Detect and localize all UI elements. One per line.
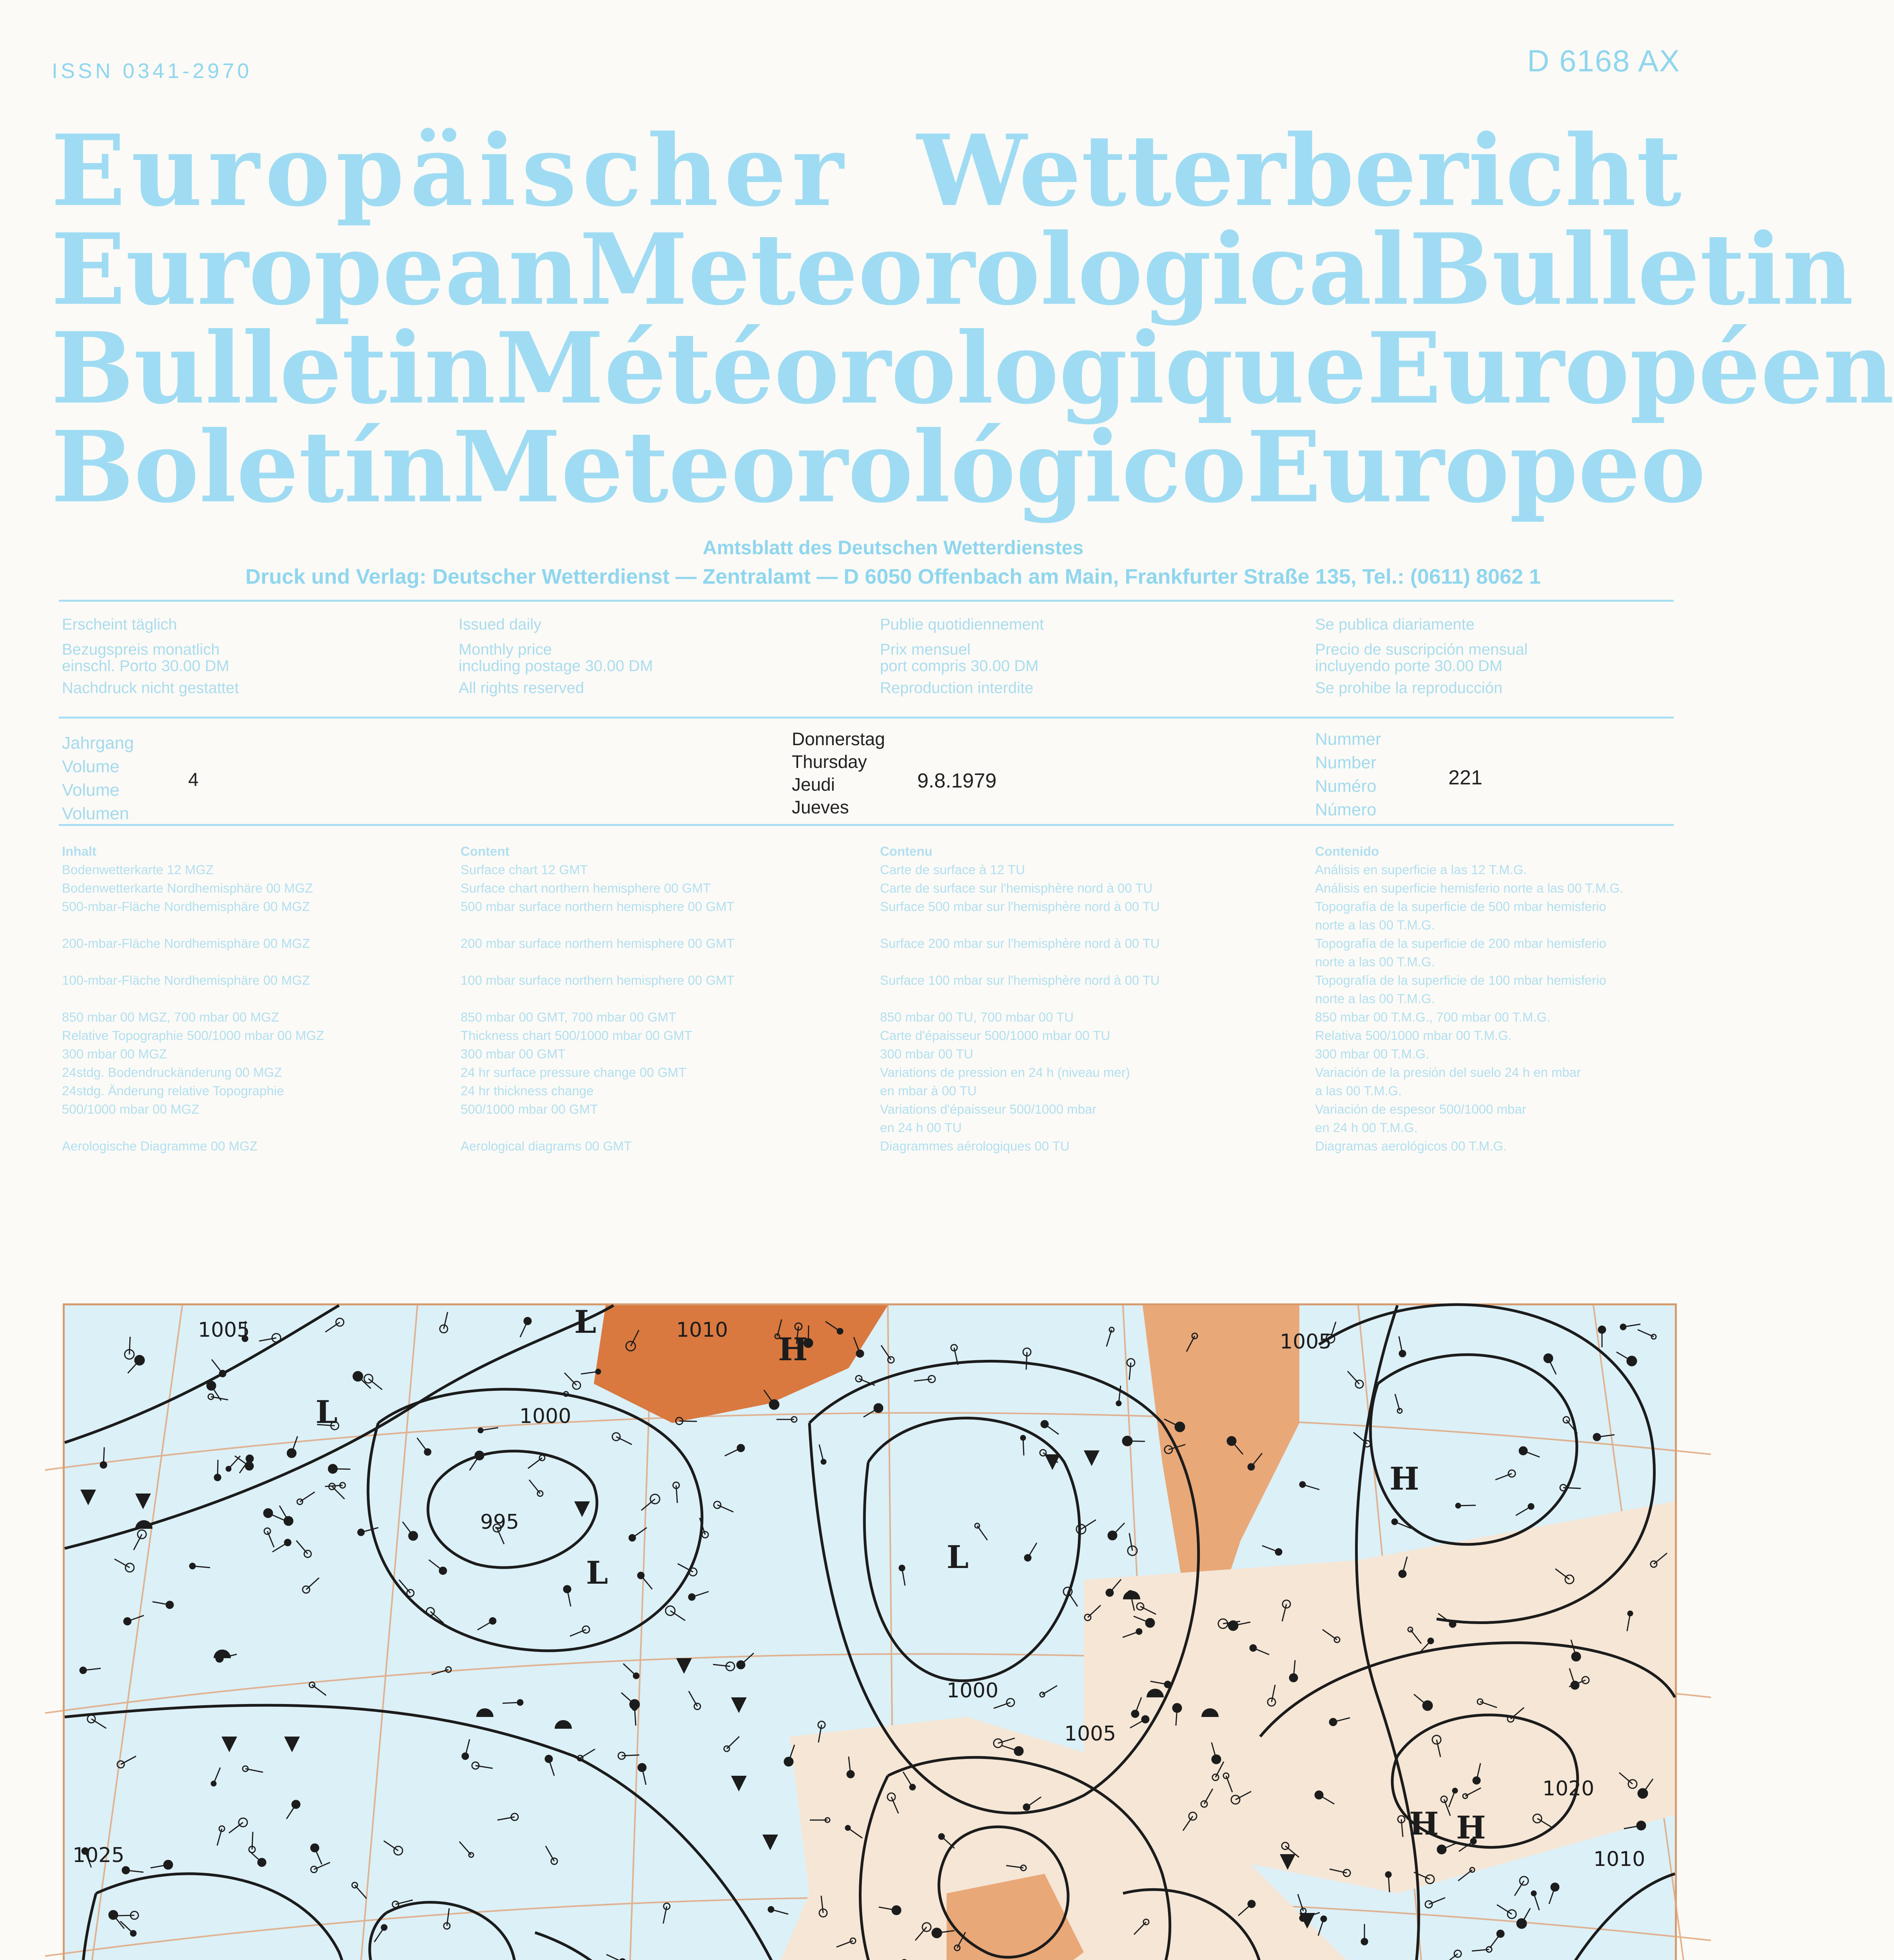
title-word: European xyxy=(51,212,580,327)
contents-item xyxy=(461,953,735,971)
subscription-line: All rights reserved xyxy=(459,679,584,697)
contents-item xyxy=(461,916,735,934)
contents-item xyxy=(880,953,1160,971)
wind-barb xyxy=(117,1915,134,1916)
title-word: Météorologique xyxy=(495,310,1367,426)
weather-map-graphic xyxy=(65,1305,1675,1960)
subscription-line: Erscheint täglich xyxy=(62,616,177,633)
contents-item: 500/1000 mbar 00 GMT xyxy=(461,1102,598,1116)
divider xyxy=(59,600,1674,602)
contents-item: Análisis en superficie hemisferio norte a las 00 T.M.G. xyxy=(1315,881,1624,895)
contents-item: a las 00 T.M.G. xyxy=(1315,1083,1402,1098)
contents-item: en mbar à 00 TU xyxy=(880,1083,977,1098)
contents-item: 300 mbar 00 T.M.G. xyxy=(1315,1047,1430,1061)
publication-code: D 6168 AX xyxy=(1527,44,1680,78)
contents-item: Relativa 500/1000 mbar 00 T.M.G. xyxy=(1315,1028,1512,1043)
title-french xyxy=(51,310,1894,426)
low-pressure-center: L xyxy=(586,1554,608,1591)
wind-barb xyxy=(1026,1352,1027,1370)
subscription-english xyxy=(459,613,653,699)
contents-item xyxy=(880,916,1160,934)
contents-item xyxy=(461,1118,735,1137)
contents-item: Surface 500 mbar sur l'hemisphère nord à 00 TU xyxy=(880,899,1160,914)
subscription-line: port compris 30.00 DM xyxy=(880,657,1039,675)
title-word: Boletín xyxy=(51,409,453,524)
contents-item: 100-mbar-Fläche Nordhemisphäre 00 MGZ xyxy=(62,973,310,987)
divider xyxy=(59,824,1674,826)
contents-item: 100 mbar surface northern hemisphere 00 GMT xyxy=(461,973,735,987)
contents-spanish xyxy=(1315,842,1623,1155)
title-word: Meteorological xyxy=(579,212,1409,327)
contents-item: norte a las 00 T.M.G. xyxy=(1315,918,1435,932)
subscription-line: Prix mensuel xyxy=(880,641,971,658)
contents-item: Surface chart 12 GMT xyxy=(461,862,588,877)
high-pressure-center: H xyxy=(1456,1809,1486,1846)
contents-item: Variación de espesor 500/1000 mbar xyxy=(1315,1102,1526,1116)
contents-item: Análisis en superficie a las 12 T.M.G. xyxy=(1315,862,1527,877)
contents-item: Aerological diagrams 00 GMT xyxy=(461,1139,632,1153)
contents-item: Carte de surface à 12 TU xyxy=(880,862,1025,877)
contents-english xyxy=(461,842,735,1155)
low-pressure-center: L xyxy=(947,1539,969,1575)
contents-item: Surface 100 mbar sur l'hemisphère nord à 00 TU xyxy=(880,973,1160,987)
contents-item: Carte de surface sur l'hemisphère nord à 00 TU xyxy=(880,881,1153,895)
wind-barb xyxy=(1458,1505,1476,1506)
contents-heading: Inhalt xyxy=(62,844,96,858)
issue-date: 9.8.1979 xyxy=(917,769,997,792)
number-label: Número xyxy=(1315,800,1377,819)
isobar-label: 1005 xyxy=(198,1318,250,1342)
contents-item: 300 mbar 00 GMT xyxy=(461,1047,566,1061)
subscription-line: Publie quotidiennement xyxy=(880,616,1044,633)
title-word: Europäischer xyxy=(51,113,849,228)
contents-item xyxy=(880,989,1160,1008)
isobar-label: 1000 xyxy=(947,1679,999,1702)
title-word: Meteorológico xyxy=(452,409,1247,524)
subscription-line: incluyendo porte 30.00 DM xyxy=(1315,657,1503,675)
subscription-line: Bezugspreis monatlich xyxy=(62,641,220,658)
contents-german xyxy=(62,842,324,1155)
subscription-line: Reproduction interdite xyxy=(880,679,1034,697)
surface-weather-map xyxy=(63,1303,1677,1960)
issn-number: ISSN 0341-2970 xyxy=(52,59,252,83)
number-label: Nummer xyxy=(1315,730,1381,749)
weekday-label: Donnerstag xyxy=(792,729,885,749)
volume-label: Volume xyxy=(62,780,120,800)
wind-barb xyxy=(103,1447,104,1465)
wind-barb xyxy=(808,1325,809,1343)
contents-item xyxy=(62,916,324,934)
title-english xyxy=(51,212,1854,327)
title-word: Bulletin xyxy=(1409,212,1854,327)
subscription-line: Se prohibe la reproducción xyxy=(1315,679,1503,697)
contents-item: Variations d'épaisseur 500/1000 mbar xyxy=(880,1102,1097,1116)
contents-item: 300 mbar 00 TU xyxy=(880,1047,973,1061)
contents-item: 850 mbar 00 MGZ, 700 mbar 00 MGZ xyxy=(62,1010,279,1024)
subscription-line: Se publica diariamente xyxy=(1315,616,1475,633)
weekday-labels xyxy=(792,728,885,818)
contents-item: norte a las 00 T.M.G. xyxy=(1315,955,1435,969)
subscription-spanish xyxy=(1315,613,1528,699)
title-word: Européen xyxy=(1366,310,1894,426)
isobar-label: 1000 xyxy=(519,1405,571,1428)
low-pressure-center: L xyxy=(574,1303,597,1340)
high-pressure-center: H xyxy=(778,1331,808,1368)
contents-item: 850 mbar 00 T.M.G., 700 mbar 00 T.M.G. xyxy=(1315,1010,1551,1024)
isobar-label: 995 xyxy=(480,1510,519,1534)
contents-item: 24stdg. Änderung relative Topographie xyxy=(62,1083,284,1098)
contents-item: Relative Topographie 500/1000 mbar 00 MGZ xyxy=(62,1028,324,1043)
contents-item: Bodenwetterkarte Nordhemisphäre 00 MGZ xyxy=(62,881,313,895)
isobar-label: 1025 xyxy=(73,1844,125,1867)
isobar-label: 1020 xyxy=(1542,1777,1595,1800)
contents-item: 24 hr thickness change xyxy=(461,1083,594,1098)
contents-item: 200 mbar surface northern hemisphere 00 GMT xyxy=(461,936,735,951)
bulletin-titles xyxy=(51,113,1894,524)
contents-french xyxy=(880,842,1160,1155)
low-pressure-center: L xyxy=(316,1394,338,1430)
volume-label: Volumen xyxy=(62,804,129,823)
contents-item: norte a las 00 T.M.G. xyxy=(1315,991,1435,1006)
contents-item: Diagrammes aérologiques 00 TU xyxy=(880,1139,1070,1153)
divider xyxy=(59,717,1674,719)
contents-item: 300 mbar 00 MGZ xyxy=(62,1047,167,1061)
number-labels xyxy=(1315,728,1381,822)
title-spanish xyxy=(51,409,1706,524)
contents-item: 200-mbar-Fläche Nordhemisphäre 00 MGZ xyxy=(62,936,310,951)
contents-item: 850 mbar 00 GMT, 700 mbar 00 GMT xyxy=(461,1010,677,1024)
weekday-label: Thursday xyxy=(792,751,867,772)
isobar-label: 1005 xyxy=(1280,1330,1332,1354)
contents-item: Variations de pression en 24 h (niveau mer) xyxy=(880,1065,1130,1080)
isobar-label: 1010 xyxy=(1593,1847,1645,1871)
contents-item xyxy=(62,953,324,971)
contents-item: Variación de la presión del suelo 24 h en mbar xyxy=(1315,1065,1581,1080)
subscription-line: einschl. Porto 30.00 DM xyxy=(62,657,229,675)
isobar-label: 1010 xyxy=(676,1318,728,1342)
wind-barb xyxy=(1023,1438,1024,1455)
title-word: Bulletin xyxy=(51,310,496,426)
contents-item: 500 mbar surface northern hemisphere 00 GMT xyxy=(461,899,735,914)
contents-item xyxy=(62,989,324,1008)
high-pressure-center: H xyxy=(1409,1805,1439,1842)
contents-item: en 24 h 00 T.M.G. xyxy=(1315,1120,1418,1135)
number-label: Numéro xyxy=(1315,777,1377,796)
volume-label: Volume xyxy=(62,757,120,776)
subscription-line: Issued daily xyxy=(459,616,542,633)
wind-barb xyxy=(252,1832,253,1849)
contents-heading: Contenu xyxy=(880,844,932,858)
contents-item: Topografía de la superficie de 500 mbar hemisferio xyxy=(1315,899,1606,914)
publisher-official: Amtsblatt des Deutschen Wetterdienstes xyxy=(702,537,1084,559)
volume-value: 4 xyxy=(188,769,199,790)
contents-heading: Content xyxy=(461,844,510,858)
contents-item: 24stdg. Bodendruckänderung 00 MGZ xyxy=(62,1065,282,1080)
contents-item: Topografía de la superficie de 200 mbar hemisferio xyxy=(1315,936,1606,951)
wind-barb xyxy=(503,1702,520,1703)
subscription-line: Nachdruck nicht gestattet xyxy=(62,679,239,697)
wind-barb xyxy=(622,1755,639,1756)
publisher-address: Druck und Verlag: Deutscher Wetterdienst — Zentralamt — D 6050 Offenbach am Main, Frankfurter Straße 135, Tel.: (0611) 8062 1 xyxy=(245,565,1541,588)
contents-item: 500/1000 mbar 00 MGZ xyxy=(62,1102,200,1116)
subscription-french xyxy=(880,613,1044,699)
contents-item: Carte d'épaisseur 500/1000 mbar 00 TU xyxy=(880,1028,1110,1043)
contents-item: Topografía de la superficie de 100 mbar hemisferio xyxy=(1315,973,1606,987)
contents-item xyxy=(62,1118,324,1137)
title-word: Wetterbericht xyxy=(916,113,1682,228)
isobar-label: 1005 xyxy=(1064,1722,1116,1746)
subscription-line: including postage 30.00 DM xyxy=(459,657,653,675)
contents-item: 24 hr surface pressure change 00 GMT xyxy=(461,1065,686,1080)
weekday-label: Jeudi xyxy=(792,774,835,795)
contents-item: 850 mbar 00 TU, 700 mbar 00 TU xyxy=(880,1010,1074,1024)
contents-item: Aerologische Diagramme 00 MGZ xyxy=(62,1139,258,1153)
volume-label: Jahrgang xyxy=(62,733,134,753)
contents-item xyxy=(461,989,735,1008)
contents-heading: Contenido xyxy=(1315,844,1379,858)
contents-item: en 24 h 00 TU xyxy=(880,1120,962,1135)
contents-item: Surface 200 mbar sur l'hemisphère nord à 00 TU xyxy=(880,936,1160,951)
contents-item: Surface chart northern hemisphere 00 GMT xyxy=(461,881,711,895)
contents-item: 500-mbar-Fläche Nordhemisphäre 00 MGZ xyxy=(62,899,310,914)
volume-labels xyxy=(62,731,134,826)
title-german xyxy=(51,113,1682,228)
subscription-german xyxy=(62,613,239,699)
title-word: Europeo xyxy=(1246,409,1706,524)
contents-item: Diagramas aerológicos 00 T.M.G. xyxy=(1315,1139,1507,1153)
weekday-label: Jueves xyxy=(792,797,849,817)
issue-number: 221 xyxy=(1448,766,1482,789)
contents-item: Thickness chart 500/1000 mbar 00 GMT xyxy=(461,1028,692,1043)
subscription-line: Precio de suscripción mensual xyxy=(1315,641,1528,658)
subscription-line: Monthly price xyxy=(459,641,552,658)
contents-item: Bodenwetterkarte 12 MGZ xyxy=(62,862,214,877)
number-label: Number xyxy=(1315,753,1377,772)
wind-barb xyxy=(129,1337,130,1354)
high-pressure-center: H xyxy=(1390,1460,1419,1497)
